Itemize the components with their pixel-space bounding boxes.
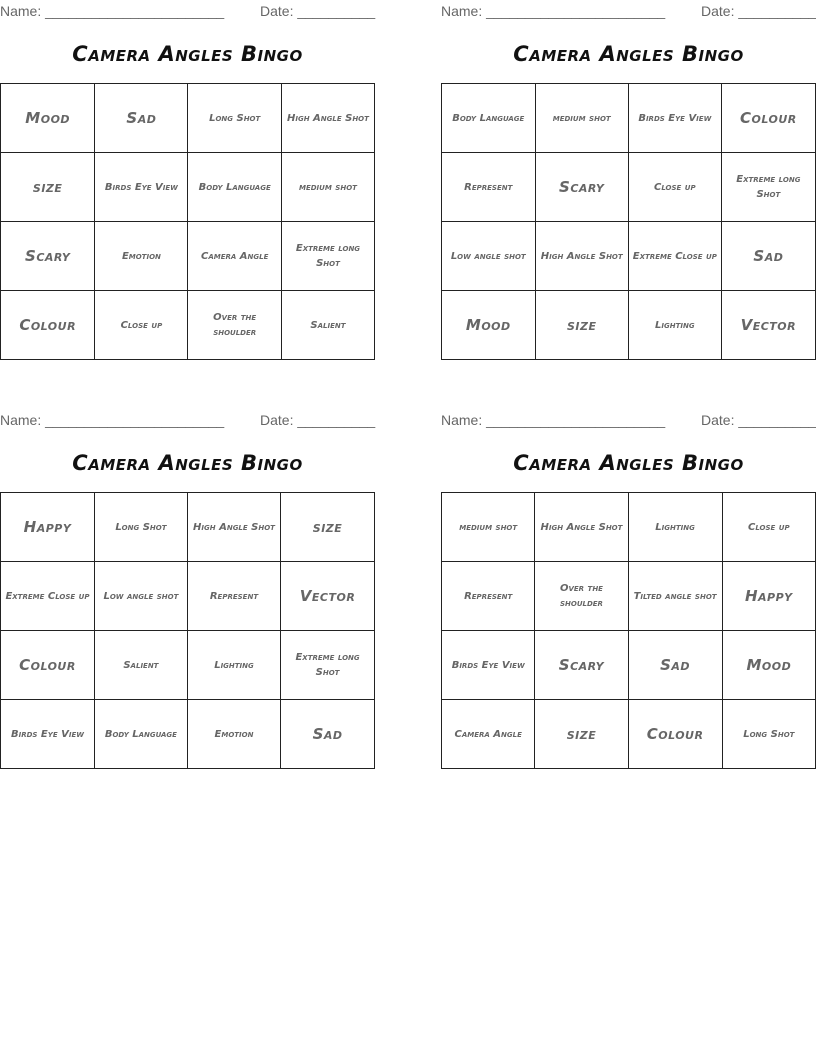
bingo-cell: Birds Eye View (1, 700, 95, 769)
card-header (0, 409, 375, 431)
bingo-cell: Long Shot (188, 84, 281, 153)
bingo-cell: Represent (442, 153, 536, 222)
bingo-card-3 (0, 409, 376, 743)
bingo-cell: Sad (95, 84, 188, 153)
bingo-cell: Over the shoulder (535, 562, 628, 631)
bingo-cell: Extreme long Shot (721, 153, 815, 222)
name-field-label: Name: _______________________ (441, 3, 666, 19)
bingo-row (1, 562, 375, 631)
bingo-grid (441, 83, 816, 360)
card-header (0, 0, 375, 22)
bingo-row (442, 153, 816, 222)
date-field-label: Date: __________ (260, 412, 376, 428)
bingo-cell: Long Shot (94, 493, 187, 562)
card-title: Camera Angles Bingo (72, 451, 303, 475)
bingo-row (1, 84, 375, 153)
bingo-row (1, 291, 375, 360)
bingo-cell: Happy (1, 493, 95, 562)
bingo-cell: Birds Eye View (95, 153, 188, 222)
bingo-row (442, 562, 816, 631)
bingo-cell: Close up (95, 291, 188, 360)
bingo-row (1, 700, 375, 769)
bingo-cell: Extreme long Shot (281, 222, 374, 291)
bingo-cell: Body Language (94, 700, 187, 769)
bingo-cell: Sad (721, 222, 815, 291)
bingo-cell: Mood (442, 291, 536, 360)
bingo-row (1, 222, 375, 291)
bingo-row (442, 700, 816, 769)
bingo-row (1, 153, 375, 222)
bingo-cell: Sad (281, 700, 375, 769)
bingo-cell: size (535, 700, 628, 769)
card-title: Camera Angles Bingo (513, 42, 744, 66)
bingo-cell: Lighting (187, 631, 280, 700)
bingo-cell: Salient (281, 291, 374, 360)
bingo-cell: Happy (722, 562, 815, 631)
bingo-grid (441, 492, 816, 769)
bingo-cell: Close up (722, 493, 815, 562)
bingo-cell: size (1, 153, 95, 222)
date-field-label: Date: __________ (260, 3, 376, 19)
bingo-card-2 (441, 0, 816, 334)
bingo-cell: medium shot (281, 153, 374, 222)
bingo-cell: Salient (94, 631, 187, 700)
bingo-cell: Birds Eye View (628, 84, 721, 153)
date-field-label: Date: __________ (701, 412, 816, 428)
bingo-grid (0, 492, 375, 769)
bingo-card-1 (0, 0, 376, 338)
bingo-cell: Low angle shot (94, 562, 187, 631)
bingo-cell: Lighting (628, 291, 721, 360)
bingo-cell: Scary (535, 631, 628, 700)
bingo-row (442, 631, 816, 700)
card-header (441, 0, 816, 22)
bingo-cell: size (281, 493, 375, 562)
bingo-row (442, 222, 816, 291)
bingo-cell: Scary (535, 153, 628, 222)
name-field-label: Name: _______________________ (0, 412, 225, 428)
bingo-cell: Scary (1, 222, 95, 291)
bingo-cell: Extreme Close up (628, 222, 721, 291)
bingo-cell: Lighting (628, 493, 722, 562)
bingo-cell: medium shot (442, 493, 535, 562)
bingo-cell: Birds Eye View (442, 631, 535, 700)
name-field-label: Name: _______________________ (441, 412, 666, 428)
name-field-label: Name: _______________________ (0, 3, 225, 19)
bingo-cell: Vector (721, 291, 815, 360)
bingo-cell: Vector (281, 562, 375, 631)
bingo-cell: size (535, 291, 628, 360)
bingo-cell: Close up (628, 153, 721, 222)
bingo-cell: Sad (628, 631, 722, 700)
bingo-cell: Tilted angle shot (628, 562, 722, 631)
bingo-grid (0, 83, 375, 360)
bingo-row (442, 84, 816, 153)
bingo-cell: Body Language (188, 153, 281, 222)
card-title: Camera Angles Bingo (72, 42, 303, 66)
bingo-cell: Over the shoulder (188, 291, 281, 360)
bingo-cell: Emotion (95, 222, 188, 291)
bingo-cell: Body Language (442, 84, 536, 153)
bingo-cell: Colour (721, 84, 815, 153)
bingo-cell: Mood (1, 84, 95, 153)
bingo-cell: Colour (1, 631, 95, 700)
bingo-cell: Low angle shot (442, 222, 536, 291)
bingo-cell: Extreme long Shot (281, 631, 375, 700)
bingo-cell: Colour (628, 700, 722, 769)
bingo-cell: High Angle Shot (535, 493, 628, 562)
bingo-cell: Represent (187, 562, 280, 631)
bingo-cell: Camera Angle (188, 222, 281, 291)
bingo-cell: High Angle Shot (535, 222, 628, 291)
bingo-row (442, 493, 816, 562)
card-title: Camera Angles Bingo (513, 451, 744, 475)
bingo-card-4 (441, 409, 816, 743)
bingo-cell: Represent (442, 562, 535, 631)
card-header (441, 409, 816, 431)
bingo-row (1, 493, 375, 562)
bingo-cell: Emotion (187, 700, 280, 769)
bingo-cell: Camera Angle (442, 700, 535, 769)
date-field-label: Date: __________ (701, 3, 816, 19)
bingo-row (1, 631, 375, 700)
bingo-row (442, 291, 816, 360)
bingo-cell: Long Shot (722, 700, 815, 769)
bingo-cell: Extreme Close up (1, 562, 95, 631)
bingo-cell: High Angle Shot (281, 84, 374, 153)
bingo-cell: Colour (1, 291, 95, 360)
bingo-cell: Mood (722, 631, 815, 700)
bingo-cell: medium shot (535, 84, 628, 153)
bingo-cell: High Angle Shot (187, 493, 280, 562)
